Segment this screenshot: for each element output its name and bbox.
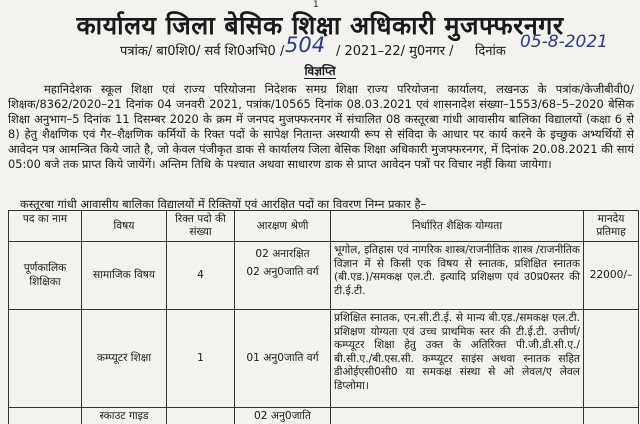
patrank-label: पत्रांक/ बा0शि0/ सर्व शि0अभि0 / bbox=[120, 44, 285, 59]
notice-body: महानिदेशक स्कूल शिक्षा एवं राज्य परियोजना निदेशक समग्र शिक्षा राज्य परियोजना कार्यालय, लखनऊ के पत्रांक/केजीबीवी0/शिक्षक/8362/2020–21 दिनांक 04 जनवरी 2021, पत्रांक/10565 दिनांक 08.03.2021 एवं शासनादेश संख्या–1553/68–5–2020 बेसिक शिक्षा अनुभाग–5 दिनांक 11 दिसम्बर 2020 के क्रम में जनपद मुजफ्फरनगर में संचालित 08 कस्तूरबा गांधी आवासीय बालिका विद्यालयों (कक्षा 6 से 8) हेतु शैक्षणिक एवं गैर–शैक्षणिक कर्मियों के रिक्त पदों के सापेक्ष नितान्त अस्थायी रूप से संविदा के आधार पर कार्य करने के इच्छुक अभ्यर्थियों से आवेदन पत्र आमन्त्रित किये जाते है, जो केवल पंजीकृत डाक से कार्यालय जिला बेसिक शिक्षा अधिकारी मुजफ्फरनगर, में दिनांक 20.08.2021 की सायं 05:00 बजे तक प्राप्त किये जायेंगें। अन्तिम तिथि के पश्चात अथवा साधारण डाक से प्राप्त आवेदन पत्रों पर विचार नहीं किया जायेगा। bbox=[8, 82, 634, 171]
table-intro: कस्तूरबा गांधी आवासीय बालिका विद्यालयों में रिक्तियों एवं आरक्षित पदों का विवरण निम्न प्रकार है– bbox=[20, 197, 427, 211]
page-number: 1 bbox=[313, 0, 319, 10]
cell-reservation: 01 अनु0जाति वर्ग bbox=[235, 310, 331, 408]
handwritten-date: 05-8-2021 bbox=[520, 32, 608, 52]
reservation-line: 02 अनु0जाति वर्ग bbox=[246, 265, 319, 278]
notice-heading: विज्ञप्ति bbox=[304, 64, 336, 78]
cell-post: पूर्णकालिक शिक्षिका bbox=[9, 242, 82, 310]
header-honorarium: मानदेय प्रतिमाह bbox=[584, 211, 639, 242]
cell-honorarium: 22000/– bbox=[584, 242, 639, 310]
office-title: कार्यालय जिला बेसिक शिक्षा अधिकारी मुजफ्फरनगर bbox=[76, 11, 564, 40]
header-post: पद का नाम bbox=[9, 211, 82, 242]
cell-reservation: 02 अनु0जाति bbox=[235, 408, 331, 424]
header-reservation: आरक्षण श्रेणी bbox=[235, 211, 331, 242]
date-label: दिनांक bbox=[475, 44, 506, 59]
cell-post bbox=[9, 408, 82, 424]
table-row bbox=[9, 242, 639, 310]
reservation-line: 02 अनारक्षित bbox=[255, 248, 310, 260]
cell-qualification bbox=[331, 408, 584, 424]
cell-qualification: प्रशिक्षित स्नातक, एन.सी.टी.ई. से मान्य बी.एड./समकक्ष एल.टी. प्रशिक्षण योग्यता एवं उच्च प्राथमिक स्तर की टी.ई.टी. उत्तीर्ण/ कम्प्यूटर शिक्षा हेतु उक्त के अतिरिक्त पी.जी.डी.सी.ए./बी.सी.ए./बी.एस.सी. कम्प्यूटर साइंस अथवा स्नातक सहित डीओईएसी0सी0 या समकक्ष संस्था से ओ लेवल/ए लेवल डिप्लोमा। bbox=[331, 310, 584, 408]
cell-reservation bbox=[235, 242, 331, 310]
year-place: / 2021–22/ मु0नगर / bbox=[336, 44, 454, 59]
header-vacancies: रिक्त पदो की संख्या bbox=[167, 211, 235, 242]
cell-vacancies bbox=[167, 408, 235, 424]
cell-qualification: भूगोल, इतिहास एवं नागरिक शास्त्र/राजनीतिक शास्त्र /राजनीतिक विज्ञान में से किसी एक विषय से स्नातक, प्रशिक्षित स्नातक (बी.एड.)/समकक्ष एल.टी. इत्यादि प्रशिक्षण एवं उ0प्र0स्तर की टी.ई.टी. bbox=[331, 242, 584, 310]
table-row bbox=[9, 310, 639, 408]
header-qualification: निर्धारित शैक्षिक योग्यता bbox=[331, 211, 584, 242]
cell-vacancies: 1 bbox=[167, 310, 235, 408]
cell-subject: सामाजिक विषय bbox=[82, 242, 167, 310]
cell-honorarium bbox=[584, 310, 639, 408]
header-subject: विषय bbox=[82, 211, 167, 242]
cell-subject: स्काउट गाइड bbox=[82, 408, 167, 424]
cell-vacancies: 4 bbox=[167, 242, 235, 310]
cell-subject: कम्प्यूटर शिक्षा bbox=[82, 310, 167, 408]
table-header-row bbox=[9, 211, 639, 242]
cell-post bbox=[9, 310, 82, 408]
vacancy-table bbox=[8, 210, 639, 424]
handwritten-letter-number: 504 bbox=[285, 33, 326, 57]
cell-honorarium bbox=[584, 408, 639, 424]
table-row bbox=[9, 408, 639, 424]
